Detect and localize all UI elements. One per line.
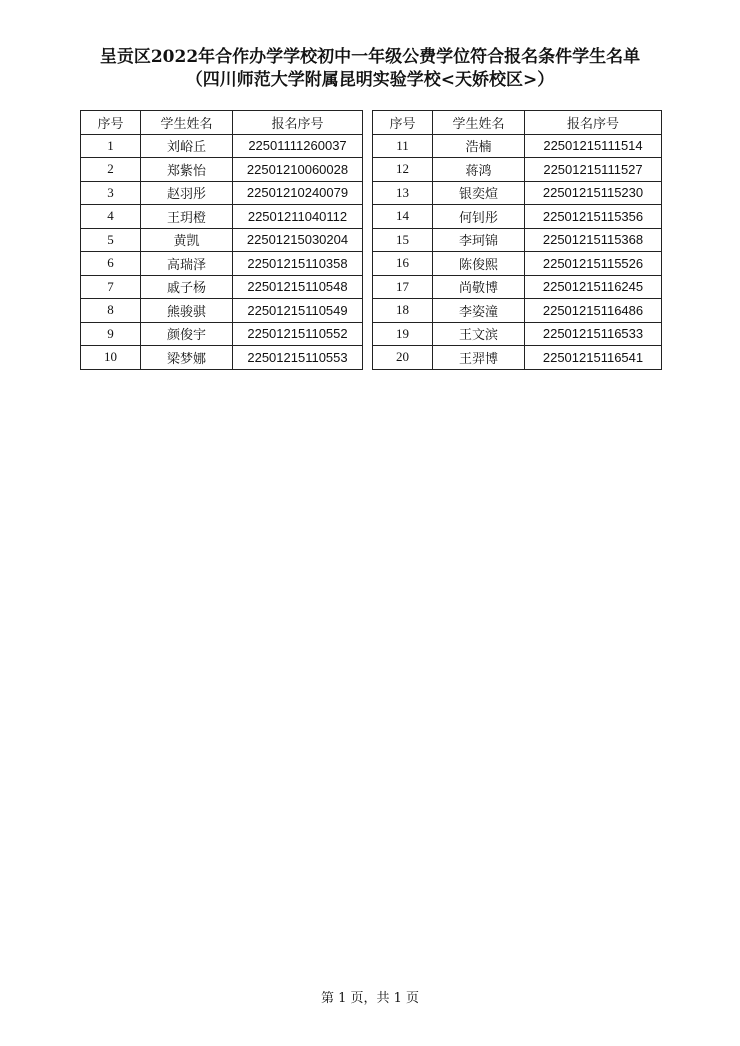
- cell-seq: 15: [373, 228, 433, 252]
- cell-student-name: 蒋鸿: [433, 158, 525, 182]
- header-regno-right: 报名序号: [525, 111, 662, 135]
- header-name-left: 学生姓名: [141, 111, 233, 135]
- column-gap: [363, 252, 373, 276]
- cell-student-name: 银奕煊: [433, 181, 525, 205]
- cell-seq: 13: [373, 181, 433, 205]
- cell-registration-number: 22501210240079: [233, 181, 363, 205]
- cell-seq: 20: [373, 346, 433, 370]
- column-gap: [363, 275, 373, 299]
- page-footer: 第 1 页，共 1 页: [320, 991, 420, 1006]
- cell-seq: 14: [373, 205, 433, 229]
- cell-seq: 3: [81, 181, 141, 205]
- cell-registration-number: 22501215110553: [233, 346, 363, 370]
- cell-registration-number: 22501215030204: [233, 228, 363, 252]
- column-gap: [363, 111, 373, 135]
- table-row: [81, 181, 662, 205]
- table-row: [81, 158, 662, 182]
- cell-student-name: 刘峪丘: [141, 134, 233, 158]
- cell-student-name: 王玥橙: [141, 205, 233, 229]
- cell-student-name: 梁梦娜: [141, 346, 233, 370]
- student-roster-table: [80, 110, 662, 370]
- cell-registration-number: 22501215111514: [525, 134, 662, 158]
- cell-student-name: 陈俊熙: [433, 252, 525, 276]
- cell-seq: 17: [373, 275, 433, 299]
- cell-seq: 19: [373, 322, 433, 346]
- cell-seq: 11: [373, 134, 433, 158]
- cell-registration-number: 22501215116533: [525, 322, 662, 346]
- cell-registration-number: 22501111260037: [233, 134, 363, 158]
- column-gap: [363, 158, 373, 182]
- cell-registration-number: 22501215115526: [525, 252, 662, 276]
- cell-student-name: 王羿博: [433, 346, 525, 370]
- table-row: [81, 275, 662, 299]
- cell-registration-number: 22501215115356: [525, 205, 662, 229]
- column-gap: [363, 299, 373, 323]
- cell-student-name: 李珂锦: [433, 228, 525, 252]
- cell-registration-number: 22501211040112: [233, 205, 363, 229]
- cell-student-name: 尚敬博: [433, 275, 525, 299]
- column-gap: [363, 134, 373, 158]
- cell-seq: 18: [373, 299, 433, 323]
- cell-seq: 4: [81, 205, 141, 229]
- cell-seq: 12: [373, 158, 433, 182]
- table-header-row: [81, 111, 662, 135]
- cell-student-name: 李姿潼: [433, 299, 525, 323]
- table-row: [81, 346, 662, 370]
- table-row: [81, 228, 662, 252]
- cell-student-name: 黄凯: [141, 228, 233, 252]
- cell-student-name: 颜俊宇: [141, 322, 233, 346]
- header-seq-left: 序号: [81, 111, 141, 135]
- cell-student-name: 何钊彤: [433, 205, 525, 229]
- column-gap: [363, 346, 373, 370]
- cell-registration-number: 22501215116486: [525, 299, 662, 323]
- table-row: [81, 252, 662, 276]
- cell-registration-number: 22501215110358: [233, 252, 363, 276]
- column-gap: [363, 322, 373, 346]
- cell-student-name: 赵羽彤: [141, 181, 233, 205]
- cell-seq: 8: [81, 299, 141, 323]
- cell-registration-number: 22501215110549: [233, 299, 363, 323]
- cell-student-name: 戚子杨: [141, 275, 233, 299]
- column-gap: [363, 181, 373, 205]
- column-gap: [363, 205, 373, 229]
- cell-seq: 7: [81, 275, 141, 299]
- cell-student-name: 熊骏骐: [141, 299, 233, 323]
- cell-student-name: 郑紫怡: [141, 158, 233, 182]
- cell-seq: 1: [81, 134, 141, 158]
- header-seq-right: 序号: [373, 111, 433, 135]
- cell-registration-number: 22501215116245: [525, 275, 662, 299]
- cell-seq: 9: [81, 322, 141, 346]
- cell-registration-number: 22501210060028: [233, 158, 363, 182]
- table-row: [81, 134, 662, 158]
- cell-registration-number: 22501215115368: [525, 228, 662, 252]
- cell-student-name: 浩楠: [433, 134, 525, 158]
- cell-seq: 16: [373, 252, 433, 276]
- cell-seq: 10: [81, 346, 141, 370]
- header-name-right: 学生姓名: [433, 111, 525, 135]
- cell-student-name: 高瑞泽: [141, 252, 233, 276]
- column-gap: [363, 228, 373, 252]
- cell-seq: 2: [81, 158, 141, 182]
- cell-seq: 5: [81, 228, 141, 252]
- cell-registration-number: 22501215110552: [233, 322, 363, 346]
- cell-student-name: 王文滨: [433, 322, 525, 346]
- table-row: [81, 205, 662, 229]
- header-regno-left: 报名序号: [233, 111, 363, 135]
- page-title: 呈贡区2022年合作办学学校初中一年级公费学位符合报名条件学生名单: [99, 47, 641, 67]
- table-row: [81, 299, 662, 323]
- cell-registration-number: 22501215116541: [525, 346, 662, 370]
- cell-registration-number: 22501215110548: [233, 275, 363, 299]
- cell-registration-number: 22501215111527: [525, 158, 662, 182]
- table-row: [81, 322, 662, 346]
- cell-registration-number: 22501215115230: [525, 181, 662, 205]
- page-subtitle: （四川师范大学附属昆明实验学校<天娇校区>）: [185, 70, 555, 90]
- cell-seq: 6: [81, 252, 141, 276]
